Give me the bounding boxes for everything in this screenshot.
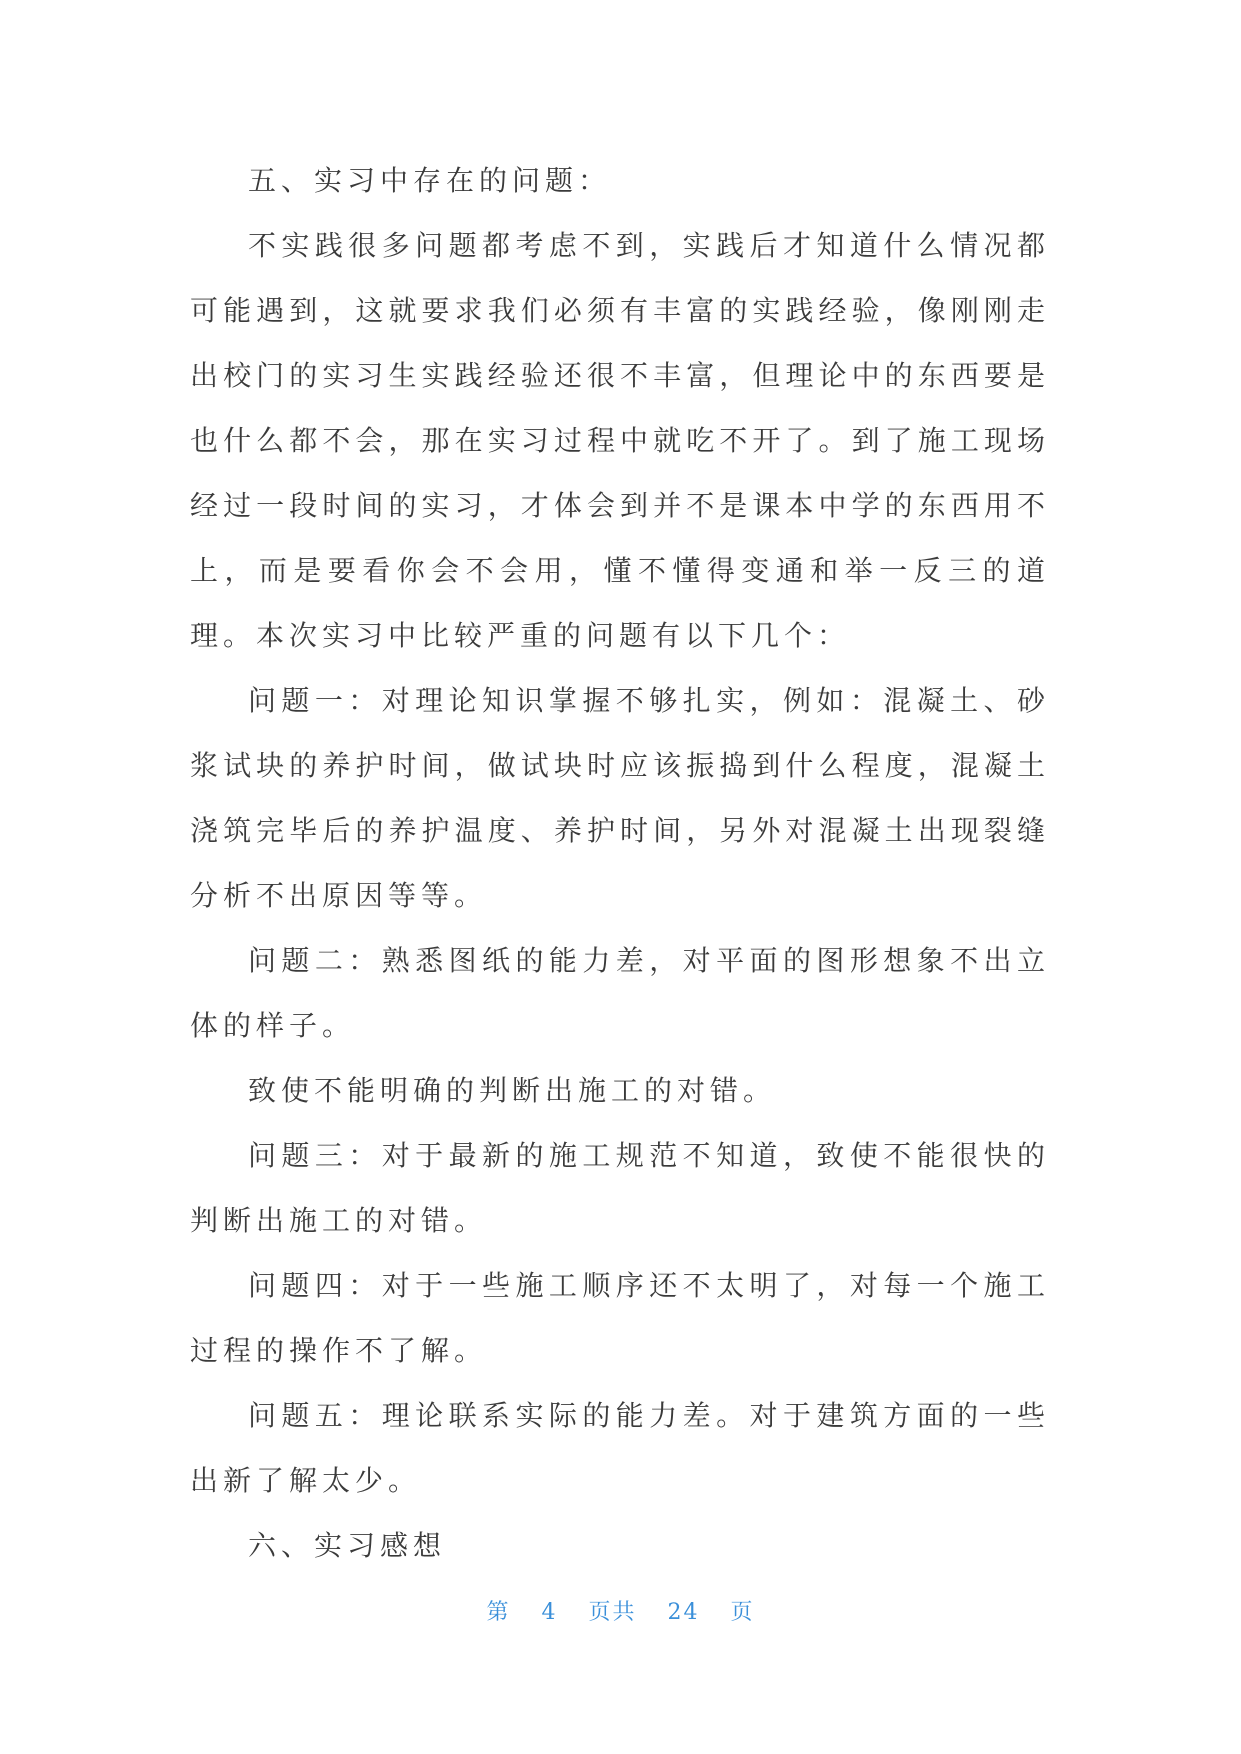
section-heading-problems: 五、实习中存在的问题： (248, 164, 612, 197)
footer-middle: 页共 (588, 1600, 637, 1625)
footer-prefix: 第 (486, 1600, 511, 1625)
page-footer (0, 1595, 1241, 1626)
paragraph-problem-two: 问题二：熟悉图纸的能力差，对平面的图形想象不出立体的样子。 (190, 944, 1050, 1042)
footer-current-page: 4 (541, 1600, 558, 1625)
paragraph-problem-three: 问题三：对于最新的施工规范不知道，致使不能很快的判断出施工的对错。 (190, 1139, 1050, 1237)
paragraph-problem-one: 问题一：对理论知识掌握不够扎实，例如：混凝土、砂浆试块的养护时间，做试块时应该振捣到什么程度，混凝土浇筑完毕后的养护温度、养护时间，另外对混凝土出现裂缝分析不出原因等等。 (190, 684, 1050, 912)
document-body (190, 148, 1050, 1578)
paragraph-problem-four: 问题四：对于一些施工顺序还不太明了，对每一个施工过程的操作不了解。 (190, 1269, 1050, 1367)
paragraph-problem-two-result: 致使不能明确的判断出施工的对错。 (248, 1074, 777, 1107)
footer-total-pages: 24 (667, 1600, 700, 1625)
section-heading-reflections: 六、实习感想 (248, 1529, 447, 1562)
paragraph-practice-intro: 不实践很多问题都考虑不到，实践后才知道什么情况都可能遇到，这就要求我们必须有丰富的实践经验，像刚刚走出校门的实习生实践经验还很不丰富，但理论中的东西要是也什么都不会，那在实习过程中就吃不开了。到了施工现场经过一段时间的实习，才体会到并不是课本中学的东西用不上，而是要看你会不会用，懂不懂得变通和举一反三的道理。本次实习中比较严重的问题有以下几个： (190, 229, 1050, 652)
paragraph-problem-five: 问题五：理论联系实际的能力差。对于建筑方面的一些出新了解太少。 (190, 1399, 1050, 1497)
footer-suffix: 页 (730, 1600, 755, 1625)
